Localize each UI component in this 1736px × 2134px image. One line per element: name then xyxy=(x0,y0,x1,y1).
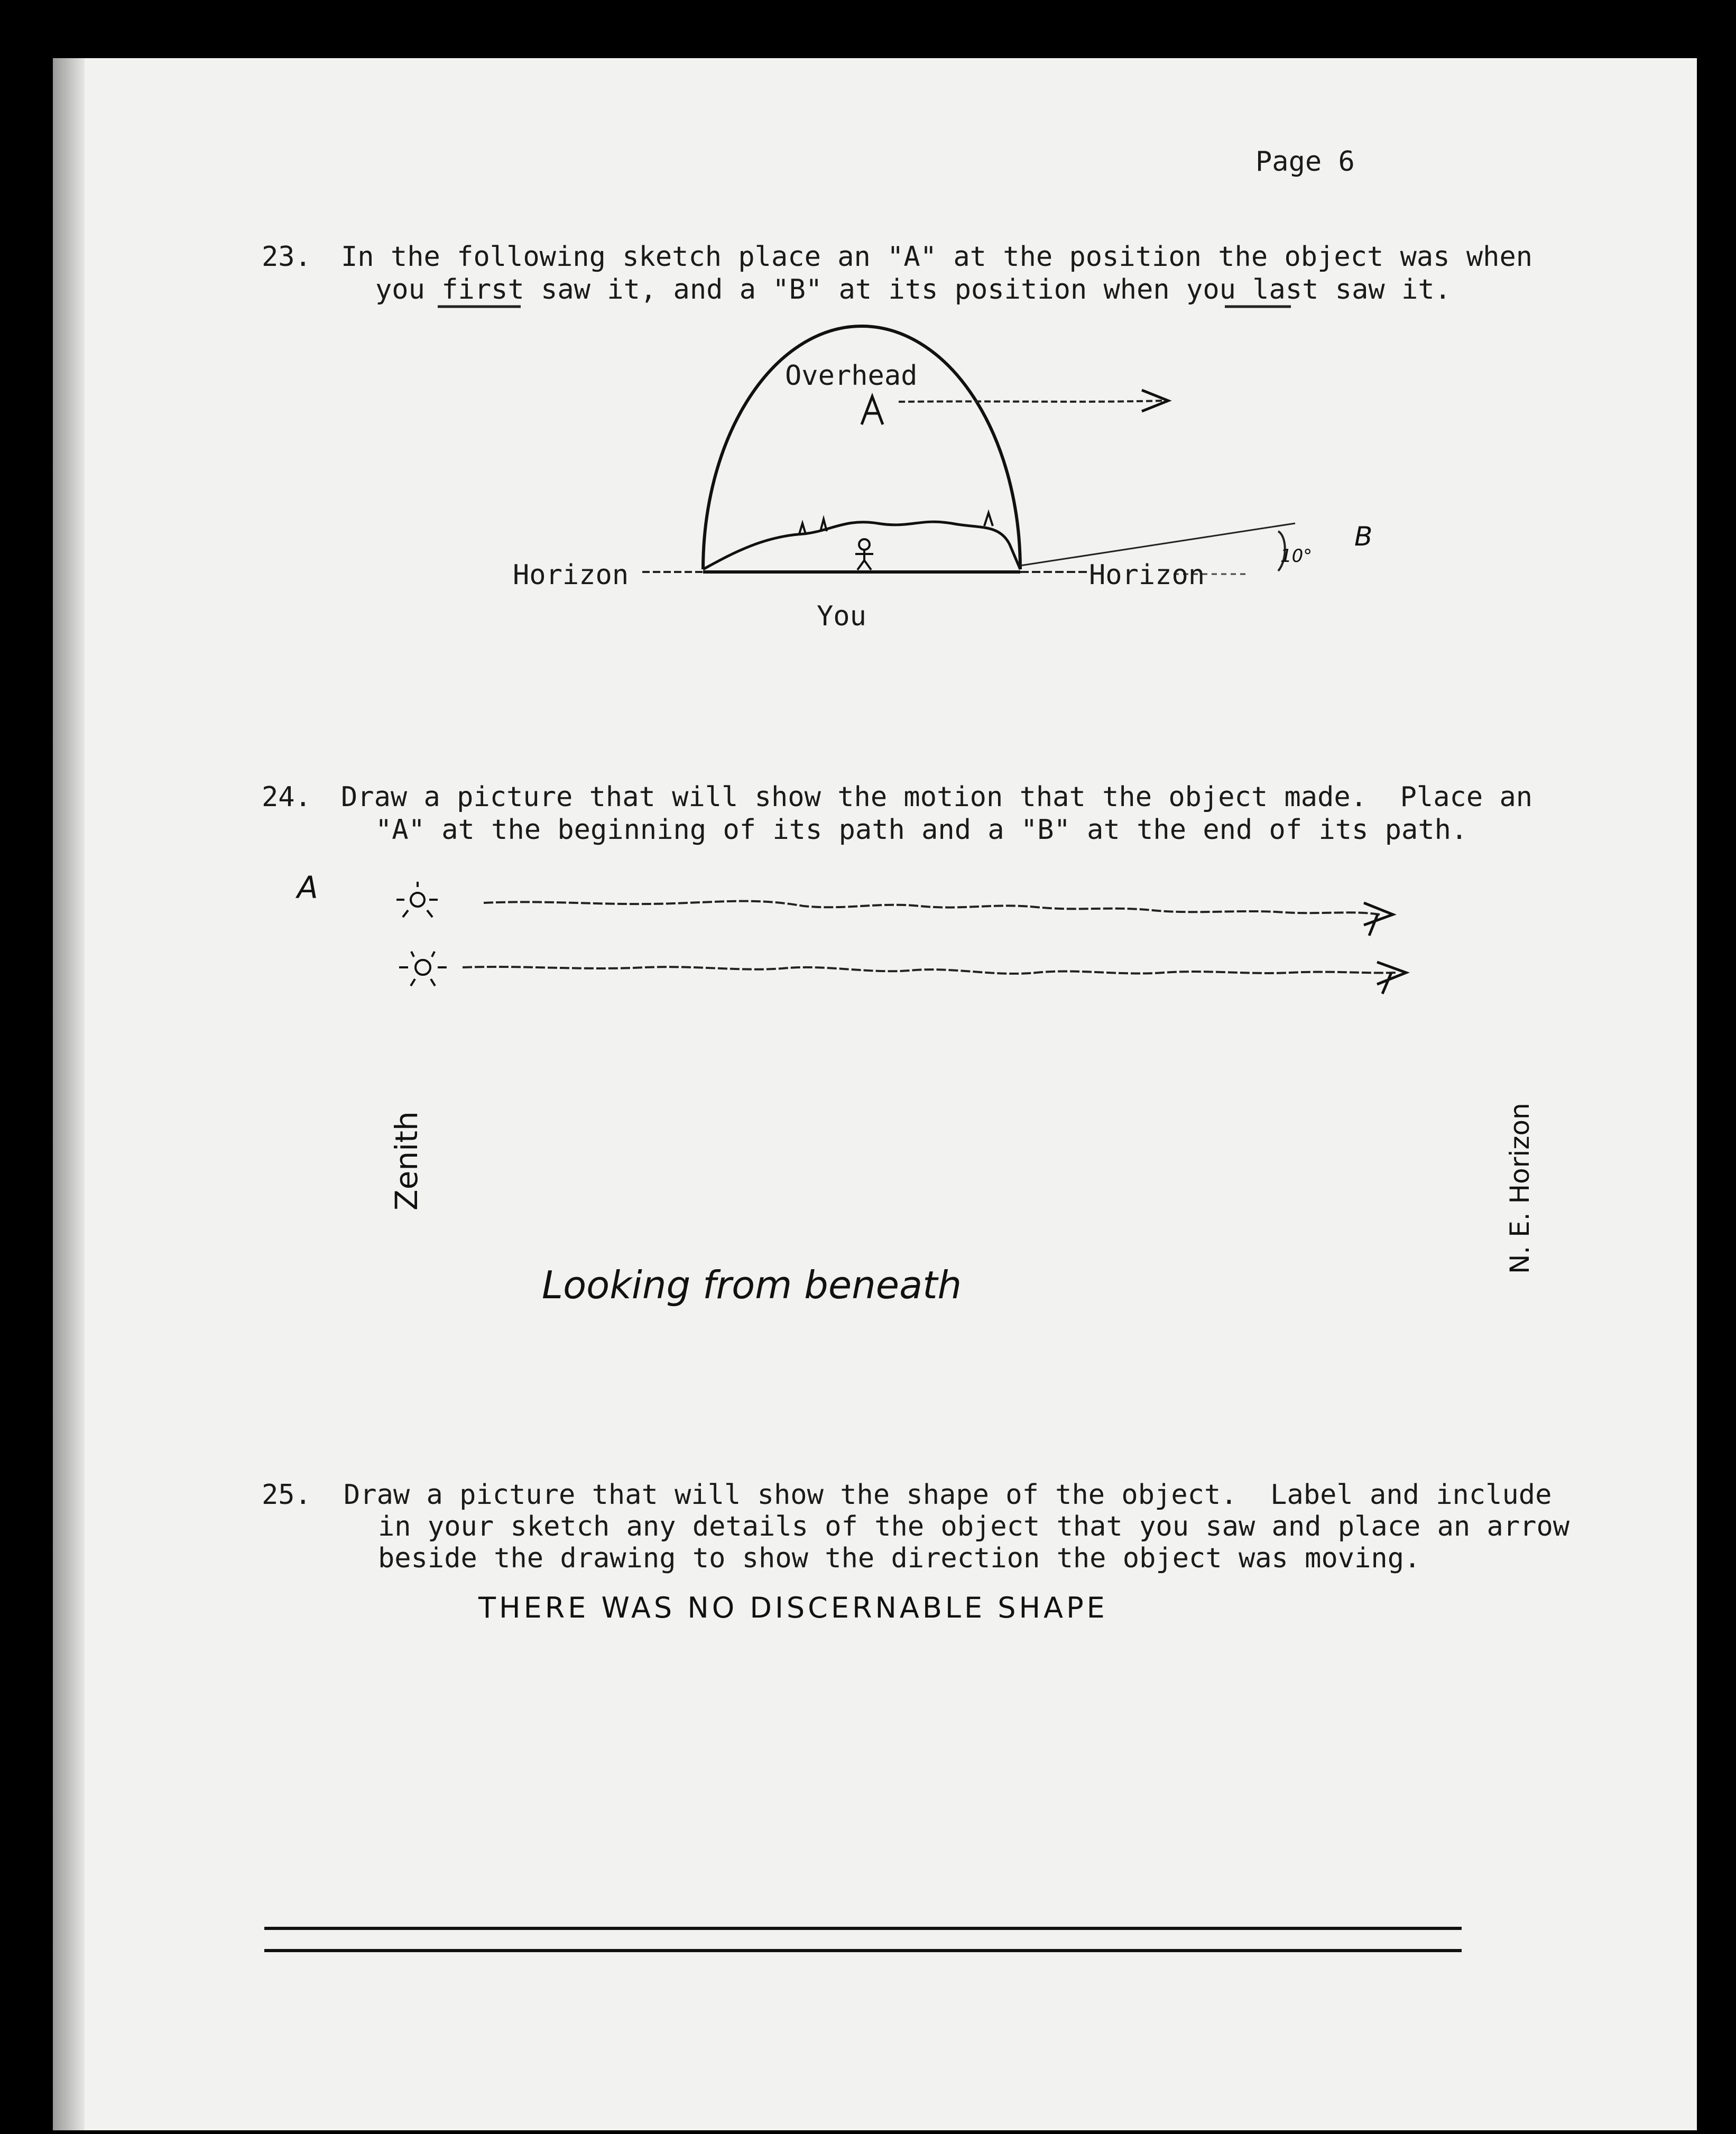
q24-text-line1: Draw a picture that will show the motion that the object made. Place an xyxy=(341,781,1533,813)
horizon-direction-handwritten: N. E. Horizon xyxy=(1504,1103,1535,1274)
overhead-label: Overhead xyxy=(785,360,918,392)
q23-text-line2: you first saw it, and a "B" at its position when you last saw it. xyxy=(375,274,1451,306)
q25-text-line3: beside the drawing to show the direction the object was moving. xyxy=(378,1542,1421,1574)
looking-note-handwritten: Looking from beneath xyxy=(542,1263,962,1307)
shape-answer-handwritten: THERE WAS NO DISCERNABLE SHAPE xyxy=(478,1591,1108,1624)
bottom-double-rule xyxy=(53,58,1697,2130)
q23-number: 23. xyxy=(262,241,311,273)
q25-text-line2: in your sketch any details of the object that you saw and place an arrow xyxy=(378,1511,1570,1542)
page-number: Page 6 xyxy=(1255,146,1355,178)
horizon-right-label: Horizon xyxy=(1089,559,1205,591)
q25-number: 25. xyxy=(262,1479,311,1511)
horizon-left-label: Horizon xyxy=(513,559,629,591)
q23-text-line1: In the following sketch place an "A" at the position the object was when xyxy=(341,241,1533,273)
q24-number: 24. xyxy=(262,781,311,813)
document-page xyxy=(53,58,1697,2130)
you-label: You xyxy=(817,601,866,632)
start-a-handwritten: A xyxy=(297,870,318,906)
q25-text-line1: Draw a picture that will show the shape of the object. Label and include xyxy=(344,1479,1552,1511)
angle-handwritten: 10° xyxy=(1280,546,1313,567)
position-b-handwritten: B xyxy=(1354,521,1373,552)
zenith-handwritten: Zenith xyxy=(389,1111,424,1211)
q24-text-line2: "A" at the beginning of its path and a "B" at the end of its path. xyxy=(375,814,1468,846)
